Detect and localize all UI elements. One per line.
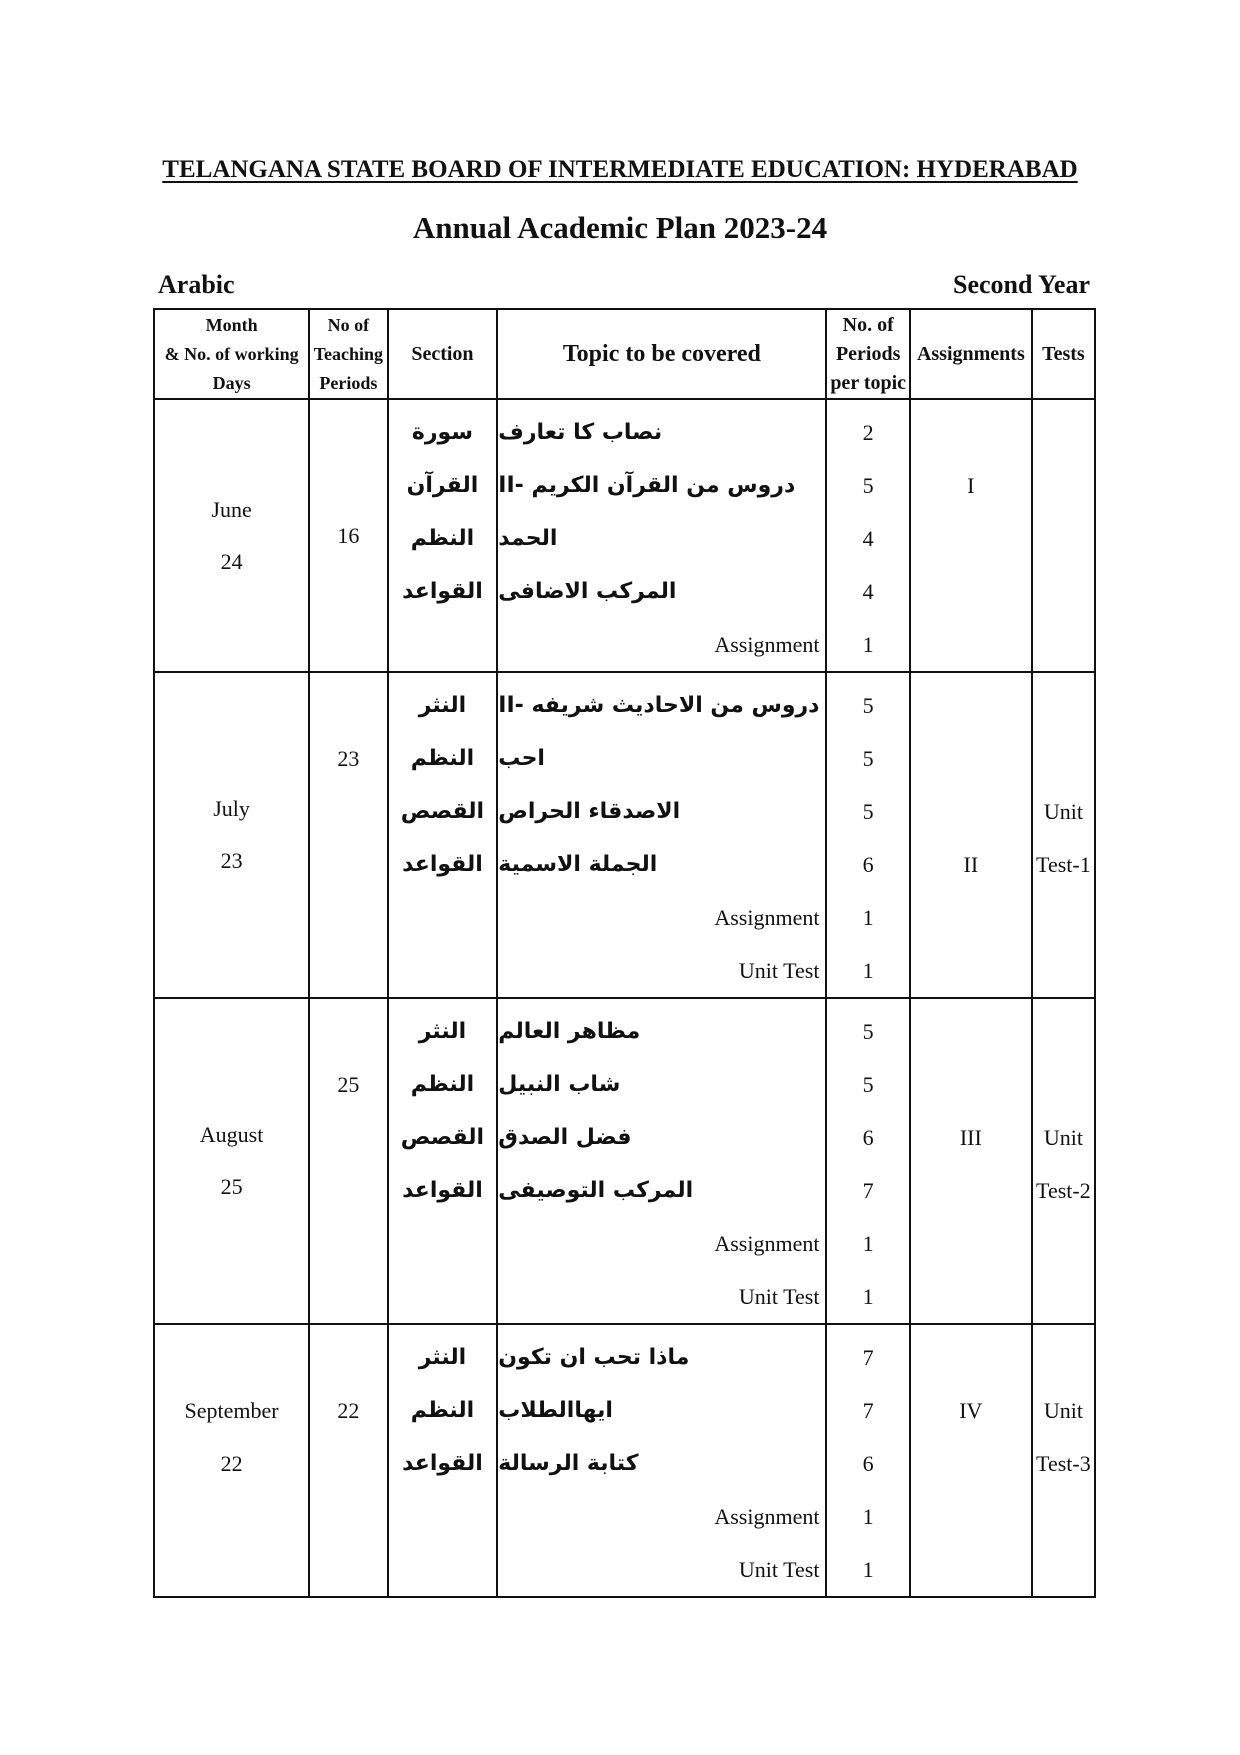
col-header-month: Month & No. of working Days	[154, 309, 309, 399]
month-name: September	[184, 1398, 279, 1423]
section-label: القواعد	[402, 1178, 483, 1203]
section-cell	[388, 1324, 498, 1597]
topic-item: كتابة الرسالة	[498, 1451, 639, 1476]
section-label: القصص	[400, 1125, 485, 1150]
topic-item: Assignment	[714, 1504, 820, 1529]
month-cell	[154, 399, 309, 672]
topic-item: نصاب كا تعارف	[498, 420, 663, 445]
plan-title: Annual Academic Plan 2023-24	[412, 210, 828, 245]
month-cell	[154, 998, 309, 1324]
table-header-row	[154, 309, 1095, 399]
periods-cell: 5 5 6 7 1 1	[826, 998, 909, 1324]
topic-cell	[497, 399, 826, 672]
working-days: 23	[220, 848, 243, 873]
col-header-section: Section	[388, 309, 498, 399]
topic-item: فضل الصدق	[498, 1125, 632, 1150]
test-cell: Unit Test-1	[1032, 672, 1095, 998]
academic-plan-table	[153, 308, 1096, 1598]
teaching-periods-cell: 22	[309, 1324, 387, 1597]
topic-item: احب	[498, 746, 545, 771]
topic-item: الحمد	[498, 526, 558, 551]
topic-cell	[497, 1324, 826, 1597]
section-cell	[388, 672, 498, 998]
subject-label: Arabic	[158, 270, 235, 299]
topic-item: Assignment	[714, 1231, 820, 1256]
section-label: النثر	[418, 1345, 467, 1370]
col-header-teaching-periods: No of Teaching Periods	[309, 309, 387, 399]
month-cell	[154, 1324, 309, 1597]
month-name: June	[211, 496, 252, 522]
test-cell: Unit Test-3	[1032, 1324, 1095, 1597]
board-title: TELANGANA STATE BOARD OF INTERMEDIATE EDUCATION: HYDERABAD	[162, 156, 1078, 183]
section-cell	[388, 998, 498, 1324]
section-label: النظم	[410, 1398, 475, 1423]
test-cell: Unit Test-2	[1032, 998, 1095, 1324]
topic-item: مظاهر العالم	[498, 1019, 641, 1044]
section-cell	[388, 399, 498, 672]
periods-cell: 5 5 5 6 1 1	[826, 672, 909, 998]
section-label: النثر	[418, 693, 467, 718]
col-header-assignments: Assignments	[910, 309, 1032, 399]
section-label: النظم	[410, 526, 475, 551]
topic-item: الجملة الاسمية	[498, 852, 658, 877]
topic-item: المركب الاضافى	[498, 579, 677, 604]
topic-item: Unit Test	[738, 1557, 820, 1582]
assignment-cell: II	[910, 672, 1032, 998]
col-header-tests: Tests	[1032, 309, 1095, 399]
year-label: Second Year	[953, 270, 1090, 299]
topic-item: دروس من الاحاديث شريفه -II	[498, 693, 820, 718]
topic-item: شاب النبيل	[498, 1072, 621, 1097]
teaching-periods-cell: 16	[309, 399, 387, 672]
month-cell	[154, 672, 309, 998]
table-row	[154, 1324, 1095, 1597]
topic-item: Unit Test	[738, 958, 820, 983]
month-name: August	[199, 1122, 264, 1147]
topic-cell	[497, 672, 826, 998]
assignment-cell: I	[910, 399, 1032, 672]
periods-cell: 2 5 4 4 1	[826, 399, 909, 672]
topic-item: Assignment	[714, 905, 820, 930]
table-row	[154, 672, 1095, 998]
topic-item: ماذا تحب ان تكون	[498, 1345, 690, 1370]
topic-item: Assignment	[714, 632, 820, 657]
section-label: النظم	[410, 1072, 475, 1097]
assignment-cell: IV	[910, 1324, 1032, 1597]
table-row	[154, 399, 1095, 672]
working-days: 25	[220, 1174, 243, 1199]
topic-item: الاصدقاء الحراص	[498, 799, 681, 824]
teaching-periods-cell: 25	[309, 998, 387, 1324]
section-label: القواعد	[402, 852, 483, 877]
test-cell	[1032, 399, 1095, 672]
topic-item: دروس من القرآن الكريم -II	[498, 473, 796, 498]
assignment-cell: III	[910, 998, 1032, 1324]
teaching-periods-cell: 23	[309, 672, 387, 998]
periods-cell: 7 7 6 1 1	[826, 1324, 909, 1597]
section-label: القصص	[400, 799, 485, 824]
table-row	[154, 998, 1095, 1324]
topic-item: المركب التوصيفى	[498, 1178, 694, 1203]
working-days: 22	[220, 1451, 243, 1476]
col-header-periods-per-topic: No. of Periods per topic	[826, 309, 909, 399]
section-label: القرآن	[406, 473, 479, 498]
col-header-topic: Topic to be covered	[497, 309, 826, 399]
section-label: القواعد	[402, 1451, 483, 1476]
working-days: 24	[220, 548, 243, 574]
topic-cell	[497, 998, 826, 1324]
section-label: القواعد	[402, 579, 483, 604]
section-label: سورة	[411, 420, 473, 445]
topic-item: ايهاالطلاب	[498, 1398, 613, 1423]
section-label: النظم	[410, 746, 475, 771]
section-label: النثر	[418, 1019, 467, 1044]
topic-item: Unit Test	[738, 1284, 820, 1309]
month-name: July	[213, 796, 250, 821]
